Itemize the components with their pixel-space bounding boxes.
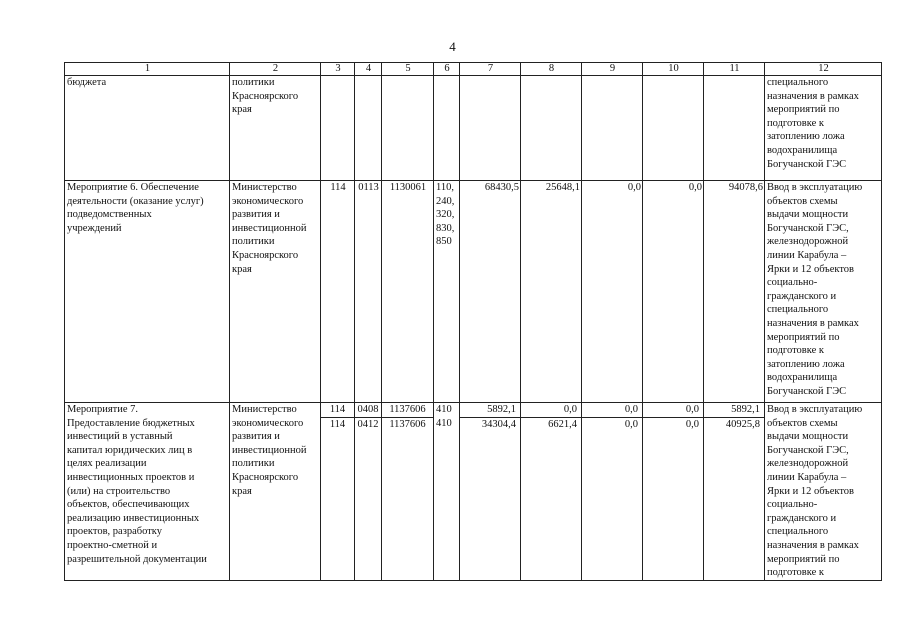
column-header-4: 4: [355, 63, 382, 76]
cell-line: 40925,8: [704, 417, 764, 432]
table-cell-col-4: [355, 76, 382, 181]
table-cell-col-9: [582, 181, 643, 403]
cell-line: края: [232, 485, 252, 497]
table-cell-col-12: [765, 403, 882, 581]
cell-line: 240,: [436, 195, 455, 207]
cell-line: развития и: [232, 209, 280, 221]
cell-line: объектов, обеспечивающих: [67, 499, 190, 511]
table-cell-col-12: [765, 181, 882, 403]
column-header-3: 3: [321, 63, 355, 76]
cell-line: 5892,1: [487, 404, 516, 415]
cell-line: подготовке к: [767, 117, 824, 129]
cell-line: (или) на строительство: [67, 485, 171, 497]
cell-line: Богучанской ГЭС: [767, 385, 847, 397]
cell-line: 1130061: [389, 182, 427, 193]
cell-line: 0,0: [563, 404, 577, 415]
cell-line: подготовке к: [767, 567, 824, 579]
table-cell-col-11: [704, 181, 765, 403]
cell-line: железнодорожной: [767, 458, 849, 470]
cell-line: 0,0: [624, 404, 638, 415]
cell-line: 0,0: [627, 182, 641, 193]
cell-line: 6621,4: [521, 417, 581, 432]
cell-line: политики: [232, 236, 275, 248]
table-cell-col-5: [382, 181, 434, 403]
column-header-2: 2: [230, 63, 321, 76]
cell-line: назначения в рамках: [767, 317, 859, 329]
column-header-10: 10: [643, 63, 704, 76]
table-cell-col-6: [434, 403, 460, 581]
table-cell-col-4: [355, 181, 382, 403]
cell-line: разрешительной документации: [67, 553, 207, 565]
table-cell-col-1: [65, 181, 230, 403]
cell-line: 1137606: [389, 404, 426, 415]
cell-line: Мероприятие 7.: [67, 404, 139, 415]
cell-line: Красноярского: [232, 471, 299, 483]
cell-line: гражданского и: [767, 512, 837, 524]
table-cell-col-9: [582, 76, 643, 181]
cell-line: 0412: [355, 417, 381, 432]
cell-line: инвестиционных проектов и: [67, 471, 195, 483]
cell-line: политики: [232, 458, 275, 470]
cell-line: края: [232, 263, 252, 275]
cell-line: Красноярского: [232, 90, 299, 102]
cell-line: 850: [436, 236, 452, 248]
cell-line: экономического: [232, 195, 304, 207]
table-cell-col-11: [704, 403, 765, 581]
cell-line: края: [232, 104, 252, 116]
table-cell-col-10: [643, 403, 704, 581]
cell-line: 410: [436, 417, 452, 429]
cell-line: 1137606: [382, 417, 433, 432]
table-header-row: [65, 63, 882, 76]
cell-line: Ярки и 12 объектов: [767, 485, 855, 497]
cell-line: 114: [330, 182, 346, 193]
table-cell-col-1: [65, 76, 230, 181]
cell-line: проектно-сметной и: [67, 539, 158, 551]
cell-line: развития и: [232, 431, 280, 443]
table-cell-col-5: [382, 76, 434, 181]
cell-line: инвестиций в уставный: [67, 431, 173, 443]
table-cell-col-2: [230, 181, 321, 403]
table-cell-col-8: [521, 76, 582, 181]
table-cell-col-7: [460, 403, 521, 581]
cell-line: Министерство: [232, 404, 297, 415]
table-cell-col-12: [765, 76, 882, 181]
cell-line: 0,0: [643, 417, 703, 432]
table-cell-col-6: [434, 181, 460, 403]
cell-line: 94078,6: [728, 182, 763, 193]
cell-line: Министерство: [232, 182, 297, 193]
table-cell-col-6: [434, 76, 460, 181]
cell-line: 114: [329, 404, 346, 415]
table-cell-col-7: [460, 76, 521, 181]
cell-line: объектов схемы: [767, 417, 838, 429]
cell-line: Ярки и 12 объектов: [767, 263, 855, 275]
column-header-6: 6: [434, 63, 460, 76]
cell-line: социально-: [767, 277, 818, 289]
cell-line: 830,: [436, 222, 455, 234]
cell-line: специального: [767, 77, 829, 88]
cell-line: мероприятий по: [767, 331, 840, 343]
table-cell-col-3: [321, 76, 355, 181]
cell-line: гражданского и: [767, 290, 837, 302]
cell-line: выдачи мощности: [767, 209, 849, 221]
cell-line: политики: [232, 77, 275, 88]
page-number: 4: [449, 39, 456, 54]
table-cell-col-5: [382, 403, 434, 581]
cell-line: целях реализации: [67, 458, 147, 470]
cell-line: экономического: [232, 417, 304, 429]
table-cell-col-9: [582, 403, 643, 581]
cell-line: 0408: [357, 404, 379, 415]
table-cell-col-11: [704, 76, 765, 181]
table-cell-col-8: [521, 181, 582, 403]
cell-line: Богучанской ГЭС,: [767, 222, 849, 234]
cell-line: 0,0: [685, 404, 699, 415]
cell-line: 68430,5: [484, 182, 519, 193]
cell-line: Ввод в эксплуатацию: [767, 182, 863, 193]
cell-line: 0,0: [688, 182, 702, 193]
column-header-12: 12: [765, 63, 882, 76]
cell-line: назначения в рамках: [767, 539, 859, 551]
cell-line: 0,0: [582, 417, 642, 432]
cell-line: учреждений: [67, 222, 122, 234]
cell-line: Красноярского: [232, 249, 299, 261]
column-header-7: 7: [460, 63, 521, 76]
column-header-11: 11: [704, 63, 765, 76]
cell-line: 114: [321, 417, 354, 432]
table-row: [65, 76, 882, 181]
cell-line: специального: [767, 526, 829, 538]
cell-line: линии Карабула –: [767, 249, 847, 261]
cell-line: линии Карабула –: [767, 471, 847, 483]
table-cell-col-2: [230, 76, 321, 181]
cell-line: подготовке к: [767, 345, 824, 357]
table-cell-col-3: [321, 181, 355, 403]
cell-line: Мероприятие 6. Обеспечение: [67, 182, 199, 193]
cell-line: 5892,1: [731, 404, 760, 415]
cell-line: социально-: [767, 499, 818, 511]
cell-line: водохранилища: [767, 372, 838, 384]
cell-line: водохранилища: [767, 144, 838, 156]
table-row: [65, 181, 882, 403]
table-cell-col-3: [321, 403, 355, 581]
table-cell-col-10: [643, 181, 704, 403]
cell-line: 0113: [358, 182, 379, 193]
column-header-8: 8: [521, 63, 582, 76]
table-cell-col-7: [460, 181, 521, 403]
cell-line: инвестиционной: [232, 222, 307, 234]
cell-line: затоплению ложа: [767, 131, 845, 143]
table-cell-col-1: [65, 403, 230, 581]
cell-line: Предоставление бюджетных: [67, 417, 195, 429]
column-header-9: 9: [582, 63, 643, 76]
cell-line: инвестиционной: [232, 444, 307, 456]
column-header-5: 5: [382, 63, 434, 76]
table-row: [65, 403, 882, 581]
cell-line: объектов схемы: [767, 195, 838, 207]
cell-line: 110,: [436, 182, 454, 193]
cell-line: 25648,1: [545, 182, 580, 193]
cell-line: проектов, разработку: [67, 526, 162, 538]
cell-line: выдачи мощности: [767, 431, 849, 443]
cell-line: специального: [767, 304, 829, 316]
cell-line: затоплению ложа: [767, 358, 845, 370]
cell-line: деятельности (оказание услуг): [67, 195, 204, 207]
cell-line: 410: [436, 404, 452, 415]
table-cell-col-4: [355, 403, 382, 581]
cell-line: мероприятий по: [767, 553, 840, 565]
cell-line: назначения в рамках: [767, 90, 859, 102]
cell-line: Ввод в эксплуатацию: [767, 404, 863, 415]
cell-line: 320,: [436, 209, 455, 221]
table-cell-col-10: [643, 76, 704, 181]
cell-line: реализацию инвестиционных: [67, 512, 200, 524]
cell-line: Богучанской ГЭС: [767, 158, 847, 170]
table-cell-col-8: [521, 403, 582, 581]
table-cell-col-2: [230, 403, 321, 581]
cell-line: мероприятий по: [767, 104, 840, 116]
cell-line: железнодорожной: [767, 236, 849, 248]
cell-line: 34304,4: [460, 417, 520, 432]
budget-table: [64, 62, 882, 581]
column-header-1: 1: [65, 63, 230, 76]
cell-line: капитал юридических лиц в: [67, 444, 193, 456]
cell-line: бюджета: [67, 77, 107, 88]
cell-line: подведомственных: [67, 209, 152, 221]
cell-line: Богучанской ГЭС,: [767, 444, 849, 456]
